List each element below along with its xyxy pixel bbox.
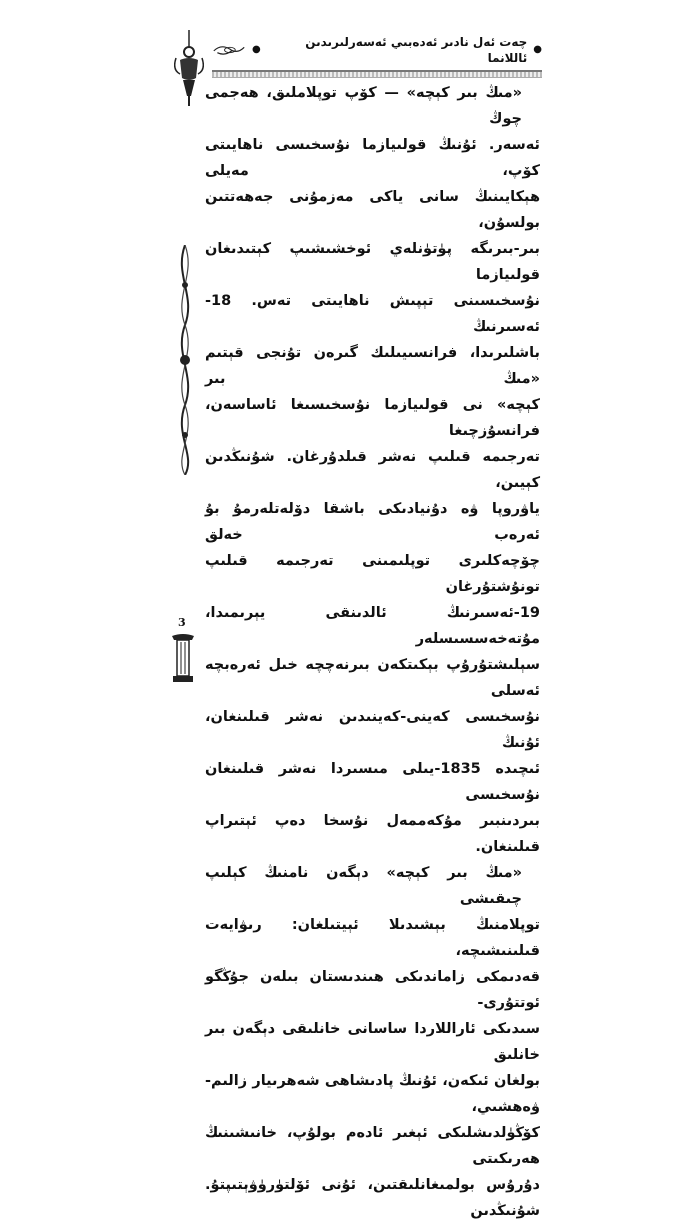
page-number: 3 <box>178 616 186 629</box>
text-line: ئەسەر. ئۇنىڭ قولىيازما نۇسخىسى ناھايىتى كۆپ، مەيلى <box>205 137 540 179</box>
text-line: ھېكايىنىڭ سانى ياكى مەزمۇنى جەھەتتىن بولسۇن، <box>205 189 540 231</box>
text-line: 19-ئەسىرنىڭ ئالدىنقى يېرىمىدا، مۇتەخەسسىسلەر <box>205 605 540 647</box>
text-line: كېچە» نى قولىيازما نۇسخىسىغا ئاساسەن، فرانسۇزچىغا <box>205 397 540 439</box>
header-title: چەت ئەل نادىر ئەدەبىي ئەسەرلىرىدىن ئاللانما <box>305 35 528 65</box>
text-line: بولغان ئىكەن، ئۇنىڭ پادىشاھى شەھرىيار زالىم-ۋەھشىي، <box>205 1073 540 1115</box>
header-rule <box>212 70 542 78</box>
swirl-ornament-icon <box>212 43 246 57</box>
hanging-lamp-ornament <box>174 30 204 110</box>
text-line: تەرجىمە قىلىپ نەشر قىلدۇرغان. شۇنىڭدىن كېيىن، <box>205 449 540 491</box>
pillar-ornament <box>170 632 196 684</box>
text-line: بىر-بىرىگە پۈتۈنلەي ئوخشىشىپ كېتىدىغان قولىيازما <box>205 241 540 283</box>
text-line: ياۋروپا ۋە دۇنيادىكى باشقا دۆلەتلەرمۇ بۇ ئەرەب خەلق <box>205 501 540 543</box>
text-line: باشلىرىدا، فرانسىيىلىك گىرەن تۇنجى قېتىم «مىڭ بىر <box>205 345 540 387</box>
text-line: توپلامنىڭ بېشىدىلا ئېيتىلغان: رىۋايەت قىلىنىشىچە، <box>205 917 540 959</box>
text-line: سېلىشتۇرۇپ بېكىتكەن بىرنەچچە خىل ئەرەبچە ئەسلى <box>205 657 540 699</box>
bullet-icon: ● <box>252 44 261 55</box>
text-line: نۇسخىسىنى تېپىش ناھايىتى تەس. 18-ئەسىرنىڭ <box>205 293 540 335</box>
text-line: «مىڭ بىر كېچە» دېگەن نامنىڭ كېلىپ چىقىشى <box>205 865 522 907</box>
text-line: قەدىمكى زاماندىكى ھىندىستان بىلەن جۇڭگو ئوتتۇرى- <box>205 969 540 1011</box>
bullet-icon: ● <box>533 44 542 55</box>
text-line: «مىڭ بىر كېچە» — كۆپ توپلاملىق، ھەجمى چوڭ <box>205 85 522 127</box>
text-line: چۆچەكلىرى توپلىمىنى تەرجىمە قىلىپ تونۇشتۇرغان <box>205 553 540 595</box>
running-header <box>212 34 542 66</box>
text-line: دۇرۇس بولمىغانلىقتىن، ئۇنى ئۆلتۈرۈۋېتىپتۇ. شۇنىڭدىن <box>205 1177 540 1219</box>
text-line: سىدىكى ئاراللاردا ساسانى خانلىقى دېگەن بىر خانلىق <box>205 1021 540 1063</box>
text-line: بىردىنبىر مۇكەممەل نۇسخا دەپ ئېتىراپ قىلىنغان. <box>205 813 540 855</box>
body-text <box>205 80 540 1224</box>
text-line: ئىچىدە 1835-يىلى مىسىردا نەشر قىلىنغان نۇسخىسى <box>205 761 541 803</box>
side-border-ornament <box>172 245 198 475</box>
text-line: كۆڭۈلدىشلىكى ئېغىر ئادەم بولۇپ، خانىشىنىڭ ھەرىكىتى <box>205 1125 540 1167</box>
text-line: نۇسخىسى كەينى-كەينىدىن نەشر قىلىنغان، ئۇنىڭ <box>205 709 540 751</box>
running-header-block <box>212 34 542 78</box>
